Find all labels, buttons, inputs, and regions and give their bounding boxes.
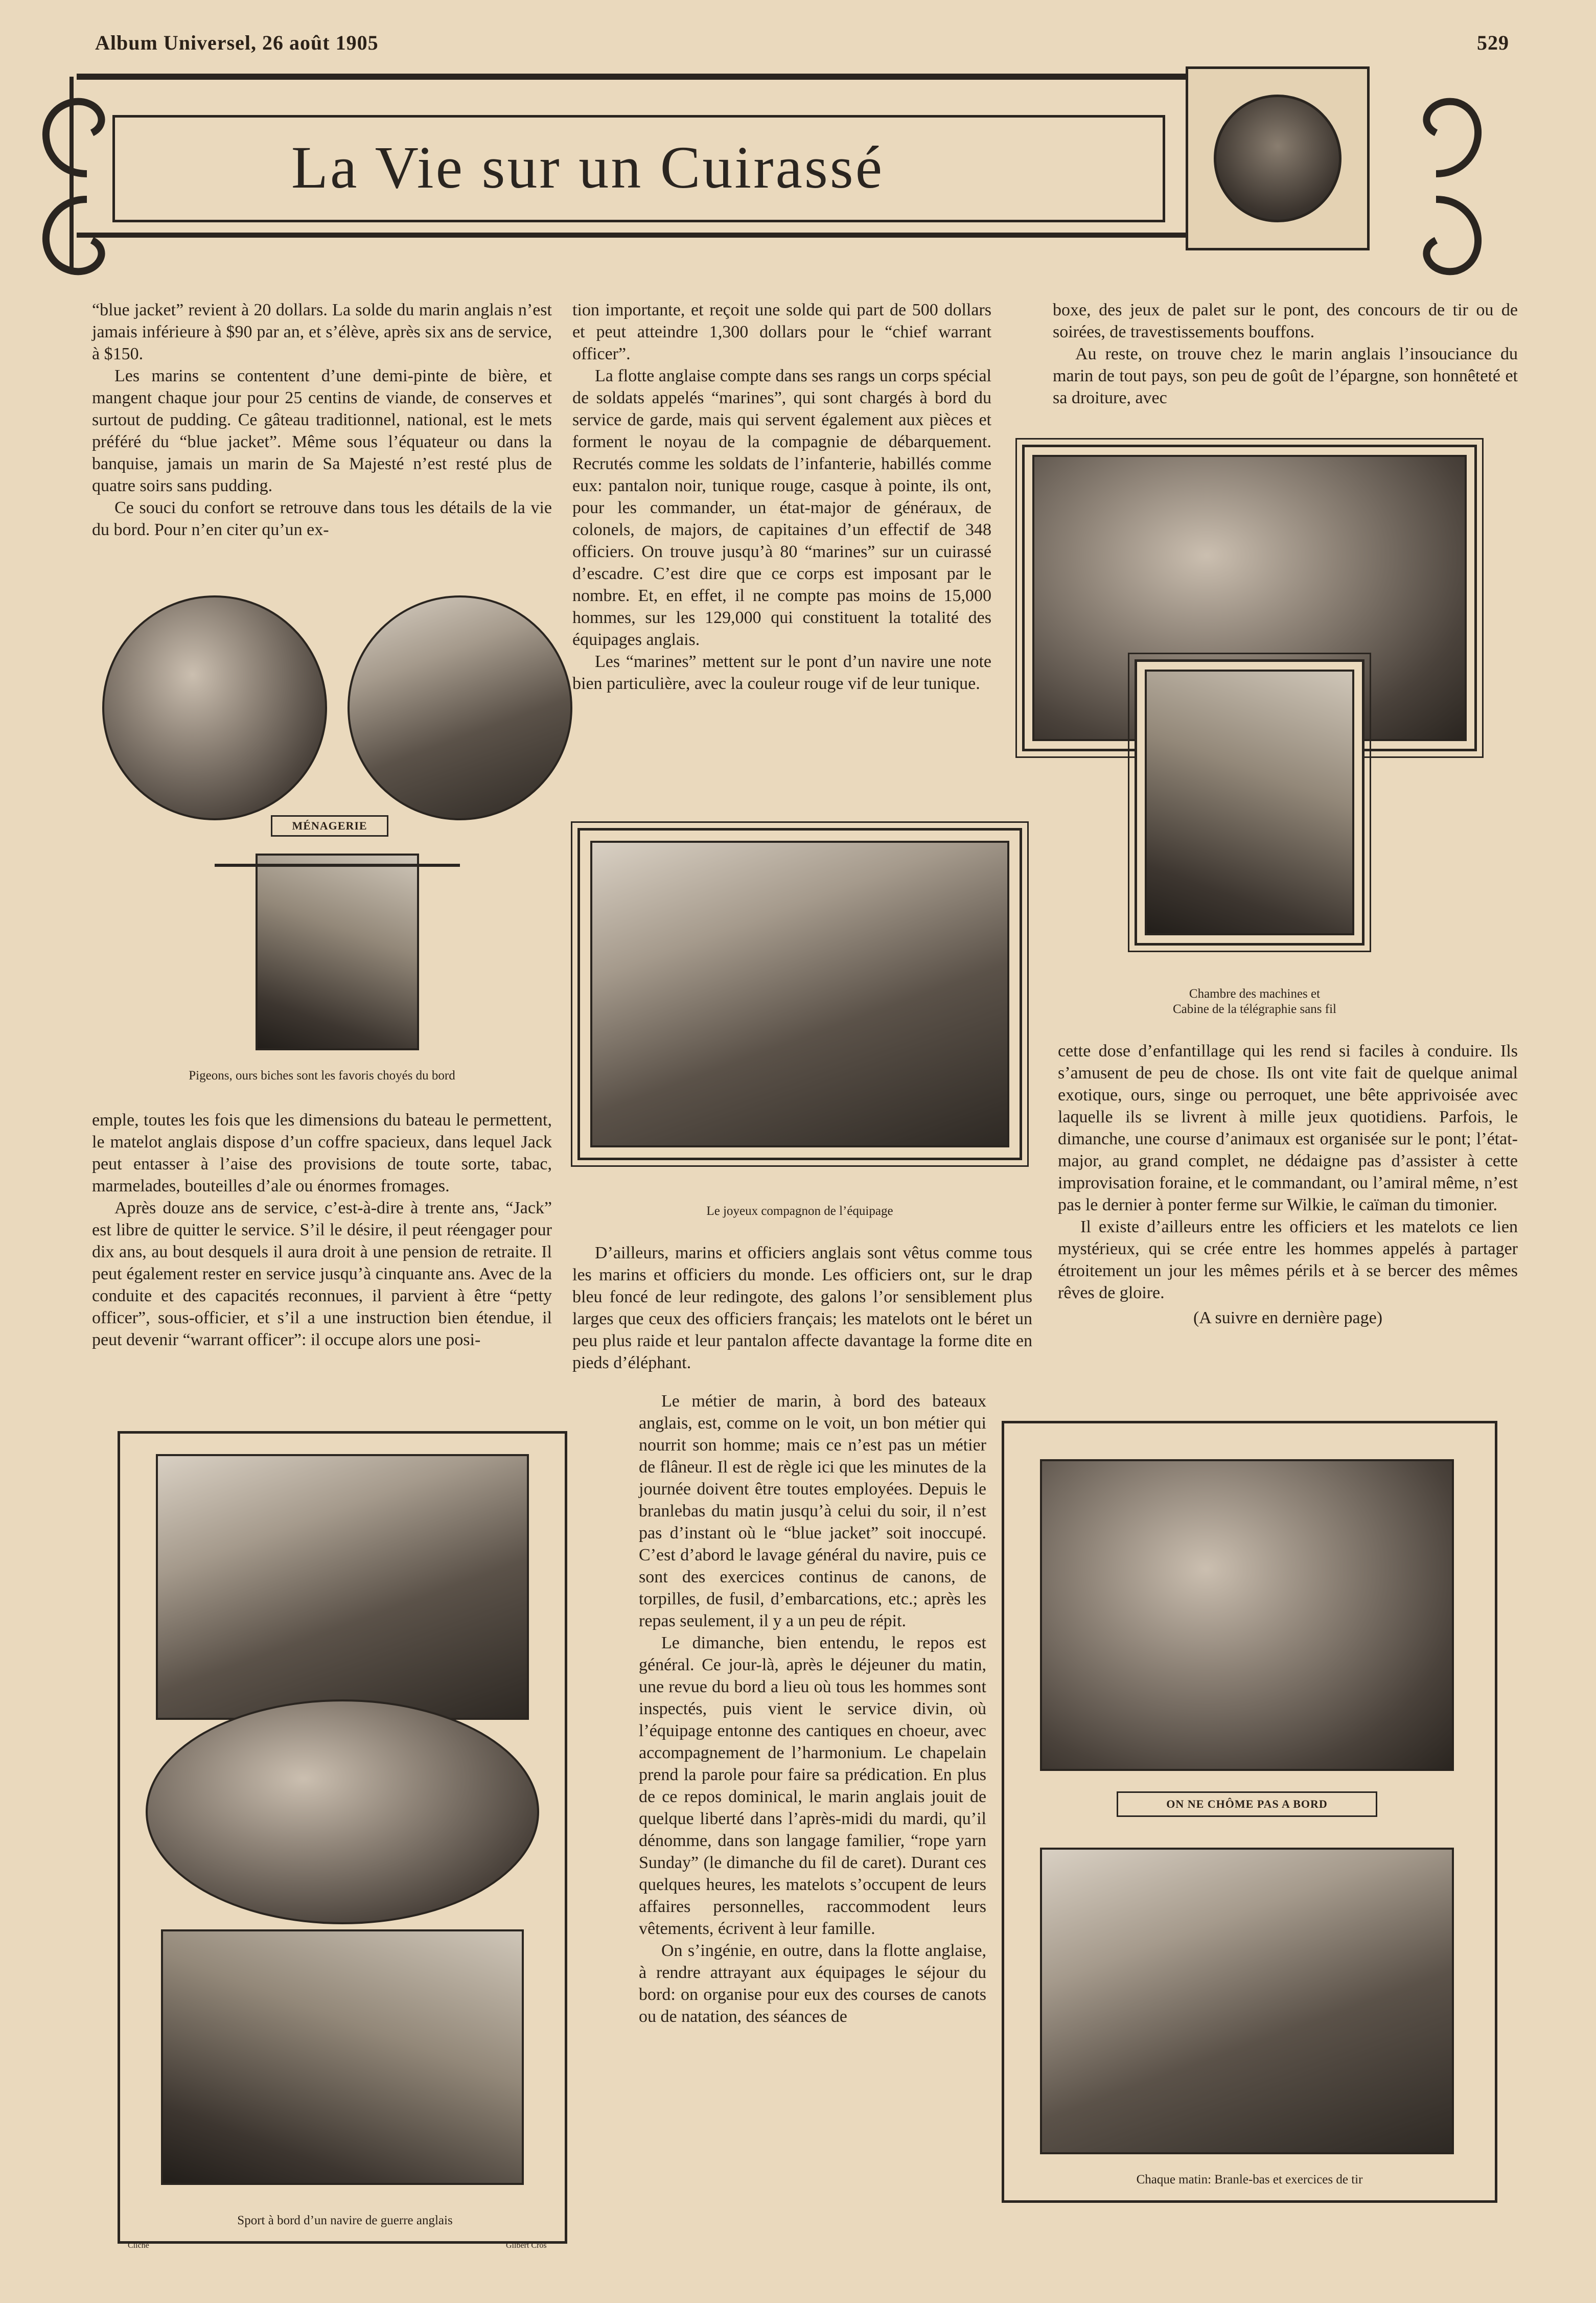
paragraph: Les marins se contentent d’une demi-pinte de bière, et mangent chaque jour pour 25 centins de viande, de conserves et surtout de pudding. Ce gâteau traditionnel, national, est le mets préféré du “blue jacket”. Même sous l’équateur ou dans la banquise, jamais un marin de Sa Majesté n’est resté plus de quatre soirs sans pudding. xyxy=(92,366,552,495)
sport-frame xyxy=(118,1431,567,2244)
sport-credit-right: Gilbert Cros xyxy=(506,2241,547,2250)
morning-drill-photo xyxy=(1040,1848,1454,2154)
paragraph: “blue jacket” revient à 20 dollars. La solde du marin anglais n’est jamais inférieure à $90 par an, et s’élève, après six ans de service, à $150. xyxy=(92,301,552,363)
wireless-cabin-frame xyxy=(1135,659,1364,946)
column-2-mid xyxy=(572,1242,1032,1374)
paragraph: tion importante, et reçoit une solde qui part de 500 dollars et peut atteindre 1,300 dollars pour le “chief warrant officer”. xyxy=(572,301,991,363)
work-caption: Chaque matin: Branle-bas et exercices de tir xyxy=(1136,2173,1363,2186)
menagerie-caption: Pigeons, ours biches sont les favoris choyés du bord xyxy=(189,1069,455,1083)
work-label: ON NE CHÔME PAS A BORD xyxy=(1117,1791,1377,1817)
paragraph: Au reste, on trouve chez le marin anglais l’insouciance du marin de tout pays, son peu de goût de l’épargne, son honnêteté et sa droiture, avec xyxy=(1053,344,1518,407)
companion-frame xyxy=(577,828,1022,1160)
sailor-portrait-photo xyxy=(102,595,327,820)
continued-note: (A suivre en dernière page) xyxy=(1193,1308,1383,1327)
wireless-cabin-photo xyxy=(1145,670,1354,935)
article-title: La Vie sur un Cuirassé xyxy=(291,134,885,201)
title-banner xyxy=(10,66,1518,281)
column-1-top xyxy=(92,299,552,541)
sailors-portrait-oval-photo xyxy=(146,1699,539,1924)
ship-icon xyxy=(1214,95,1341,222)
sailors-group-photo xyxy=(348,595,572,820)
column-1-bottom xyxy=(92,1109,552,1351)
sport-caption: Sport à bord d’un navire de guerre anglais xyxy=(237,2214,453,2227)
paragraph: Les “marines” mettent sur le pont d’un navire une note bien particulière, avec la couleur rouge vif de leur tunique. xyxy=(572,652,991,693)
menagerie-label: MÉNAGERIE xyxy=(271,815,388,837)
deck-sport-photo xyxy=(156,1454,529,1720)
paragraph: Après douze ans de service, c’est-à-dire à trente ans, “Jack” est libre de quitter le service. S’il le désire, il peut réengager pour dix ans, au bout desquels il aura droit à une pension de retraite. Il peut également rester en service jusqu’à cinquante ans. Avec de la conduite et des capacités reconnues, il parvient à être “petty officer”, sous-officier, et s’il a une instruction bien étendue, il peut devenir “warrant officer”: il occupe alors une posi- xyxy=(92,1199,552,1349)
paragraph: Le dimanche, bien entendu, le repos est général. Ce jour-là, après le déjeuner du matin, une revue du bord a lieu où tous les hommes sont inspectés, puis vient le service divin, où l’équipage entonne des cantiques en choeur, avec accompagnement de l’harmonium. Le chapelain prend la parole pour faire sa prédication. En plus de ce repos dominical, le marin anglais jouit de quelque liberté dans l’après-midi du mardi, qu’il dénomme, dans son langage familier, “rope yarn Sunday” (le dimanche du fil de caret). Durant ces quelques heures, les matelots s’occupent de leurs affaires personnelles, raccommodent leurs vêtements, écrivent à leur famille. xyxy=(639,1633,986,1938)
engine-caption: Chambre des machines et Cabine de la télégraphie sans fil xyxy=(1172,987,1337,1016)
paragraph: Le métier de marin, à bord des bateaux anglais, est, comme on le voit, un bon métier qui nourrit son homme; mais ce n’est pas un métier de flâneur. Il est de règle ici que les minutes de la journée doivent être toutes employées. Depuis le branlebas du matin jusqu’à celui du soir, il n’est pas d’instant où le “blue jacket” soit inoccupé. C’est d’abord le lavage général du navire, puis ce sont des exercices continus de canons, de torpilles, de fusil, d’embarcations, etc.; après les repas seulement, il y a un peu de répit. xyxy=(639,1392,986,1630)
sailors-deck-photo xyxy=(590,841,1009,1147)
companion-caption: Le joyeux compagnon de l’équipage xyxy=(706,1204,893,1218)
column-3-top xyxy=(1053,299,1518,409)
gun-drill-photo xyxy=(1040,1459,1454,1771)
swimming-photo xyxy=(161,1929,524,2185)
title-vignette xyxy=(1186,66,1370,250)
paragraph: cette dose d’enfantillage qui les rend si faciles à conduire. Ils s’amusent de peu de chose. Ils ont vite fait de quelque animal exotique, ours, singe ou perroquet, une bête apprivoisée avec laquelle ils se livrent à mille jeux quotidiens. Parfois, le dimanche, une course d’animaux est organisée sur le pont; l’état-major, au grand complet, ne dédaigne pas d’assister à cette improvisation foraine, et le commandant, ou l’amiral même, n’est pas le dernier à ponter ferme sur Wilkie, le caïman du timonier. xyxy=(1058,1042,1518,1214)
publication-header: Album Universel, 26 août 1905 xyxy=(95,31,379,54)
column-2-top xyxy=(572,299,991,695)
paragraph: Il existe d’ailleurs entre les officiers et les matelots ce lien mystérieux, qui se crée entre les hommes appelés à partager étroitement un jour les mêmes périls et à se bercer des mêmes rêves de gloire. xyxy=(1058,1217,1518,1302)
sport-credit-left: Cliché xyxy=(128,2241,149,2250)
paragraph: La flotte anglaise compte dans ses rangs un corps spécial de soldats appelés “marines”, qui sont chargés à bord du service de garde, mais qui servent également aux pièces et forment le noyau de la compagnie de débarquement. Recrutés comme les soldats de l’infanterie, habillés comme eux: pantalon noir, tunique rouge, casque à pointe, ils ont, pour les commander, un état-major de généraux, de colonels, de majors, de capitaines d’un effectif de 348 officiers. On trouve jusqu’à 80 “marines” sur un cuirassé d’escadre. C’est dire que ce corps est imposant par le nombre. Et, en effet, il ne compte pas moins de 15,000 hommes, sur les 129,000 qui constituent la totalité des équipages anglais. xyxy=(572,366,991,649)
column-2-bottom xyxy=(639,1390,986,2028)
paragraph: boxe, des jeux de palet sur le pont, des concours de tir ou de soirées, de travestissements bouffons. xyxy=(1053,301,1518,341)
paragraph: emple, toutes les fois que les dimensions du bateau le permettent, le matelot anglais dispose d’un coffre spacieux, dans lequel Jack peut entasser à l’aise des provisions de toute sorte, tabac, marmelades, bouteilles d’ale ou énormes fromages. xyxy=(92,1111,552,1195)
anchor-ornament-icon xyxy=(215,864,460,925)
page-number: 529 xyxy=(1477,31,1509,54)
paragraph: On s’ingénie, en outre, dans la flotte anglaise, à rendre attrayant aux équipages le séjour du bord: on organise pour eux des courses de canots ou de natation, des séances de xyxy=(639,1941,986,2026)
paragraph: D’ailleurs, marins et officiers anglais sont vêtus comme tous les marins et officiers du monde. Les officiers ont, sur le drap bleu foncé de leur redingote, des galons l’or sensiblement plus larges que ceux des officiers français; les matelots ont le béret un peu plus raide et leur pantalon affecte davantage la forme dite en pieds d’éléphant. xyxy=(572,1243,1032,1372)
column-3-mid xyxy=(1058,1040,1518,1329)
paragraph: Ce souci du confort se retrouve dans tous les détails de la vie du bord. Pour n’en citer qu’un ex- xyxy=(92,498,552,539)
work-frame xyxy=(1002,1421,1497,2203)
